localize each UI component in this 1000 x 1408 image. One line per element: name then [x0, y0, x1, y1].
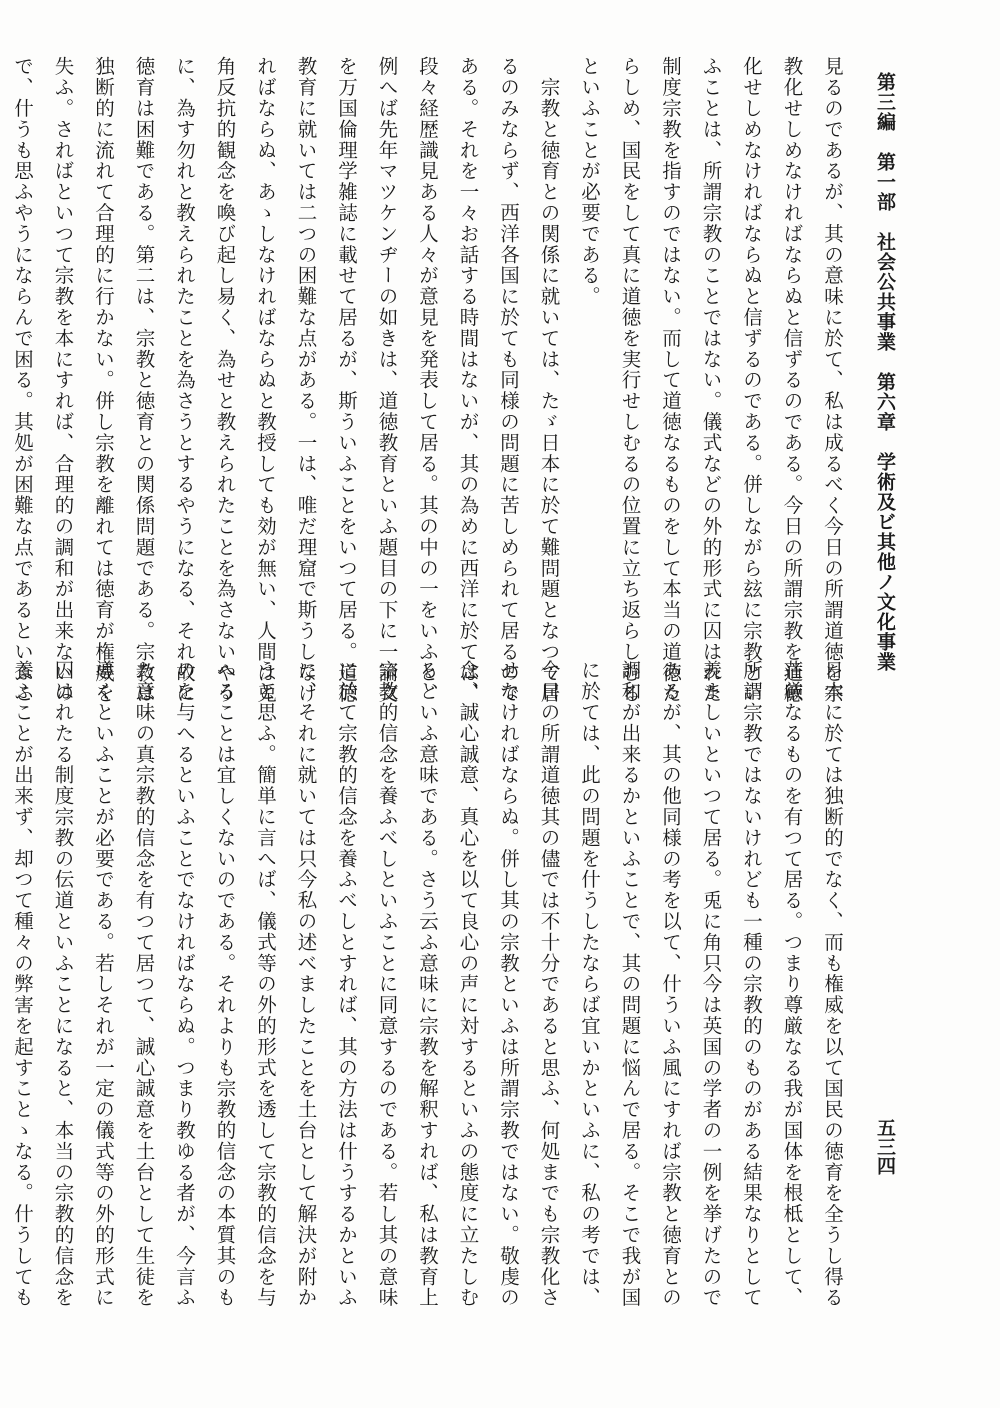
text-line: 角反抗的観念を喚び起し易く、為せと教えられたことを為さないやう: [213, 56, 237, 704]
text-line: 日本に於ては独断的でなく、而も権威を以て国民の徳育を全うし得る: [821, 660, 844, 1308]
text-line: に、それに就いては只今私の述べましたことを土台として解決が附か: [294, 660, 318, 1308]
text-line: るといふ意味である。さう云ふ意味に宗教を解釈すれば、私は教育上: [416, 660, 439, 1308]
text-line: 化せしめなければならぬと信ずるのである。併しながら玆に宗教とい: [740, 56, 763, 704]
text-line: を万国倫理学雑誌に載せて居るが、斯ういふことをいつて居る。道徳: [335, 56, 358, 704]
text-line: のを与へるといふことでなければならぬ。つまり教ゆる者が、今言ふ: [173, 660, 196, 1308]
text-line: 調和が出来るかといふことで、其の問題に悩んで居る。そこで我が国: [618, 660, 642, 1308]
page-number: 五三四: [874, 1118, 896, 1175]
text-line: 宗教的信念を養ふべしといふことに同意するのである。若し其の意味: [375, 660, 399, 1308]
text-line: [0, 56, 2, 656]
text-line: で、什うも思ふやうにならんで困る。其処が困難な点であるといふこ: [11, 56, 34, 704]
text-line: 独断的に流れて合理的に行かない。併し宗教を離れては徳育が権威を: [92, 56, 115, 704]
text-line: 教化せしめなければならぬと信ずるのである。今日の所謂宗教を道徳: [780, 56, 804, 704]
text-line: ればならぬ、あゝしなければならぬと教授しても効が無い、人間は兎: [254, 56, 277, 704]
block-divider: [52, 655, 852, 656]
text-line: 羨ましいといつて居る。兎に角只今は英国の学者の一例を挙げたので: [699, 660, 723, 1308]
text-line: せなければならぬ。併し其の宗教といふは所謂宗教ではない。敬虔の: [497, 660, 520, 1308]
text-line: た意味の真宗教的信念を有つて居つて、誠心誠意を土台として生徒を: [132, 660, 156, 1308]
text-line: 教育に就いては二つの困難な点がある。一は、唯だ理窟で斯うしなけ: [294, 56, 318, 704]
text-line: といふことが必要である。: [578, 56, 601, 307]
text-line: 徳育は困難である。第二は、宗教と徳育との関係問題である。宗教は: [132, 56, 156, 704]
text-line: らしめ、国民をして真に道徳を実行せしむるの位置に立ち返らしむる: [618, 56, 642, 704]
text-line: 荘厳なるものを有つて居る。つまり尊厳なる我が国体を根柢として、: [780, 660, 804, 1308]
text-line: 宗教と徳育との関係に就いては、たゞ日本に於て難問題となつて居: [537, 56, 561, 704]
text-line: [0, 660, 2, 1280]
text-line: ある。それを一々お話する時間はないが、其の為めに西洋に於ては、: [456, 56, 480, 704]
text-line: へることは宜しくないのである。それよりも宗教的信念の本質其のも: [213, 660, 237, 1308]
text-line: に於ては、此の問題を什うしたならば宜いかといふに、私の考では、: [578, 660, 601, 1308]
text-line: に於て宗教的信念を養ふべしとすれば、其の方法は什うするかといふ: [335, 660, 358, 1308]
text-line: 例へば先年マツケンヂーの如きは、道徳教育といふ題目の下に一論文: [375, 56, 399, 704]
text-line: 制度宗教を指すのではない。而して道徳なるものをして本当の道徳た: [659, 56, 682, 704]
running-header: 第三編 第一部 社会公共事業 第六章 学術及ビ其他ノ文化事業: [874, 72, 896, 672]
lower-text-block: [11, 660, 852, 1308]
text-line: ふことは、所謂宗教のことではない。儀式などの外的形式に囚はれた: [699, 56, 723, 704]
text-line: 見るのであるが、其の意味に於て、私は成るべく今日の所謂道徳を宗: [821, 56, 844, 704]
text-line: 囚はれたる制度宗教の伝道といふことになると、本当の宗教的信念を: [51, 660, 75, 1308]
text-line: 念、誠心誠意、真心を以て良心の声に対するといふの態度に立たしむ: [456, 660, 480, 1308]
text-line: あるが、其の他同様の考を以て、什ういふ風にすれば宗教と徳育との: [659, 660, 682, 1308]
upper-text-block: [11, 56, 852, 704]
text-line: 今日の所謂道徳其の儘では不十分であると思ふ、何処までも宗教化さ: [537, 660, 561, 1308]
text-line: に、為す勿れと教えられたことを為さうとするやうになる、それ故に: [173, 56, 196, 704]
text-line: 段々経歴識見ある人々が意見を発表して居る。其の中の一をいふと、: [416, 56, 439, 704]
text-line: るのみならず、西洋各国に於ても同様の問題に苦しめられて居るので: [497, 56, 520, 704]
text-line: 所謂宗教ではないけれども一種の宗教的のものがある結果なりとして: [740, 660, 763, 1308]
text-line: 養ふことが出来ず、却つて種々の弊害を起すことゝなる。什うしても: [11, 660, 34, 1308]
text-line: うと思ふ。簡単に言へば、儀式等の外的形式を透して宗教的信念を与: [254, 660, 277, 1308]
text-line: 導くといふことが必要である。若しそれが一定の儀式等の外的形式に: [92, 660, 115, 1308]
text-line: 失ふ。さればといつて宗教を本にすれば、合理的の調和が出来ないの: [51, 56, 75, 704]
